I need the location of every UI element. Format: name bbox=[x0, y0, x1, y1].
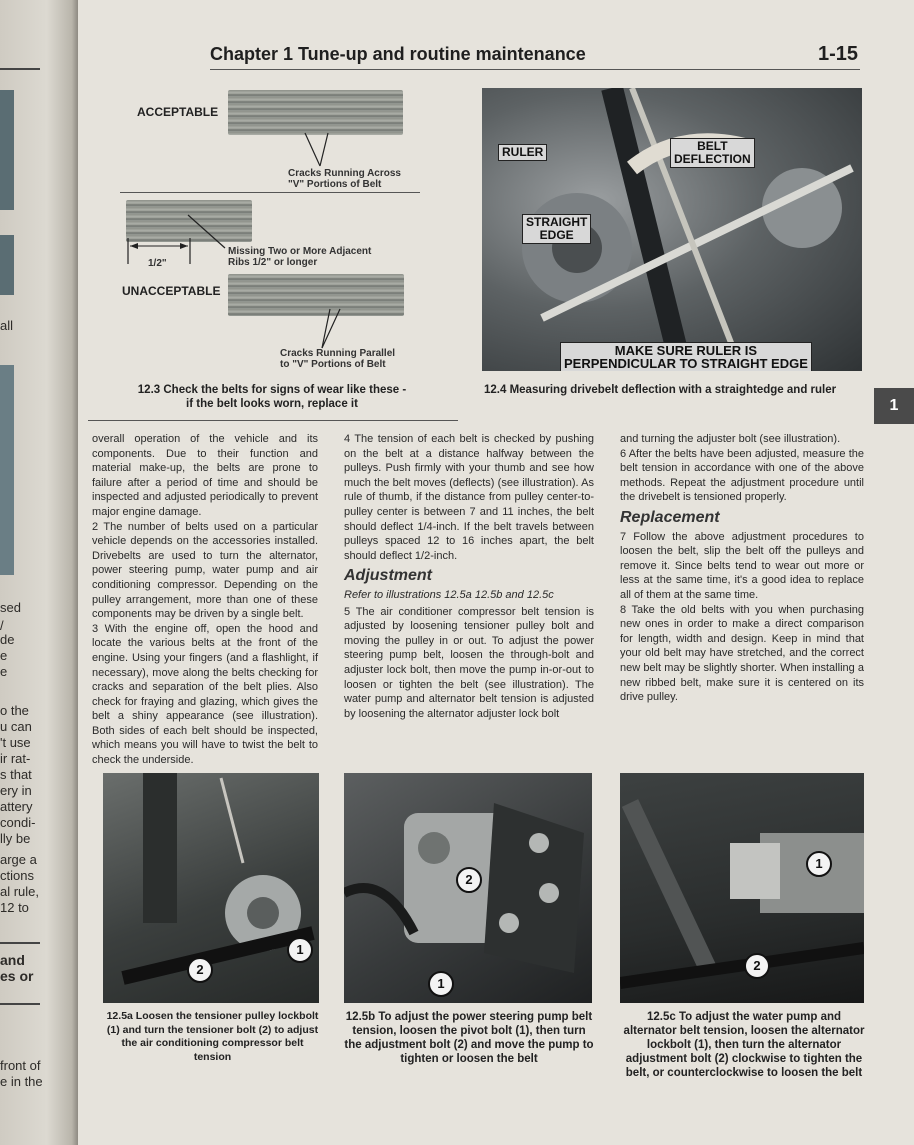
spine-text: arge a bbox=[0, 852, 37, 867]
spine-text: ery in bbox=[0, 783, 32, 798]
spine-photo-fragment bbox=[0, 235, 14, 295]
ruler-label: RULER bbox=[498, 144, 547, 161]
spine-text: e in the bbox=[0, 1074, 43, 1089]
paragraph-2: 2 The number of belts used on a particular vehicle depends on the accessories installed. Drivebelts are used to turn the alternator, power steering pump, water pump and air conditioning compressor. Depending on the pulley arrangement, more than one of these components may be driven by a single belt. bbox=[92, 520, 318, 621]
callout-1: 1 bbox=[428, 971, 454, 997]
spine-text: ir rat- bbox=[0, 751, 31, 766]
spine-text: lly be bbox=[0, 831, 31, 846]
spine-text: e bbox=[0, 664, 8, 679]
callout-2: 2 bbox=[187, 957, 213, 983]
cracks-parallel-pointer bbox=[310, 305, 350, 350]
callout-1: 1 bbox=[806, 851, 832, 877]
cracks-across-label: Cracks Running Across "V" Portions of Belt bbox=[288, 168, 401, 190]
spine-rule bbox=[0, 1003, 40, 1005]
spine-text: / bbox=[0, 618, 4, 633]
cracks-pointer-arrows bbox=[290, 128, 350, 168]
figure-divider bbox=[120, 192, 420, 193]
text-column-3 bbox=[620, 432, 864, 705]
spine-photo-fragment bbox=[0, 365, 14, 575]
spine-text: attery bbox=[0, 799, 33, 814]
figure-12-5a-photo bbox=[103, 773, 319, 1003]
missing-ribs-pointer bbox=[120, 210, 240, 265]
section-divider bbox=[88, 420, 458, 421]
spine-text: u can bbox=[0, 719, 32, 734]
figure-12-5b-caption: 12.5b To adjust the power steering pump belt tension, loosen the pivot bolt (1), then turn the adjustment bolt (2) and move the pump to tighten or loosen the belt bbox=[344, 1011, 594, 1065]
spine-text: sed bbox=[0, 600, 21, 615]
callout-2: 2 bbox=[744, 953, 770, 979]
paragraph-3: 3 With the engine off, open the hood and locate the various belts at the front of the engine. Using your fingers (and a flashlight, if necessary), move along the belts checking for cracks and separation of the belt plies. Also check for fraying and glazing, which gives the belt a shiny appearance (see illustration). Both sides of each belt should be inspected, which means you will have to twist the belt to check the underside. bbox=[92, 622, 318, 767]
alternator-photo-graphic bbox=[620, 773, 864, 1003]
text-column-1 bbox=[92, 432, 318, 768]
callout-1: 1 bbox=[287, 937, 313, 963]
figure-12-5c-photo bbox=[620, 773, 864, 1003]
page-number: 1-15 bbox=[818, 43, 859, 65]
figure-12-5b-photo bbox=[344, 773, 592, 1003]
spine-text: front of bbox=[0, 1058, 41, 1073]
paragraph: overall operation of the vehicle and its components. Due to their function and material make-up, the belts are prone to failure after a period of time and should be inspected and adjusted periodically to prevent major engine damage. bbox=[92, 433, 318, 518]
spine-text: o the bbox=[0, 703, 29, 718]
spine-heading: and bbox=[0, 952, 25, 968]
spine-rule bbox=[0, 68, 40, 70]
spine-text: 12 to bbox=[0, 900, 29, 915]
figure-12-5c-caption: 12.5c To adjust the water pump and alternator belt tension, loosen the alternator lockbolt (1), then turn the alternator adjustment bolt (2) clockwise to tighten the belt, or counterclockwise to loosen the belt bbox=[623, 1011, 865, 1079]
straight-edge-label: STRAIGHT EDGE bbox=[522, 214, 591, 244]
spine-rule bbox=[0, 942, 40, 944]
paragraph-5: 5 The air conditioner compressor belt tension is adjusted by loosening tensioner pulley bolt and moving the pulley in or out. To adjust the power steering pump belt, loosen the through-bolt and adjuster lock bolt, then move the pump in-or-out to loosen or tighten the belt (see illustration). The water pump and alternator belt tension is adjusted by loosening the alternator adjuster lock bolt bbox=[344, 605, 594, 720]
missing-ribs-label: Missing Two or More Adjacent Ribs 1/2" or longer bbox=[228, 246, 372, 268]
spine-text: de bbox=[0, 632, 15, 647]
spine-text: e bbox=[0, 648, 8, 663]
spine-text: all bbox=[0, 318, 14, 333]
facing-page-edge bbox=[0, 0, 78, 1145]
callout-2: 2 bbox=[456, 867, 482, 893]
adjustment-heading: Adjustment bbox=[344, 567, 432, 585]
spine-text: ctions bbox=[0, 868, 34, 883]
spine-photo-fragment bbox=[0, 90, 14, 210]
paragraph-7: 7 Follow the above adjustment procedures to loosen the belt, slip the belt off the pulleys and remove it. Since belts tend to wear out more or less at the same time, it's a good idea to replace all of them at the same time. bbox=[620, 530, 864, 601]
make-sure-label: MAKE SURE RULER IS PERPENDICULAR TO STRAIGHT EDGE bbox=[560, 342, 812, 371]
spine-text: al rule, bbox=[0, 884, 40, 899]
acceptable-label: ACCEPTABLE bbox=[137, 105, 219, 119]
half-inch-label: 1/2" bbox=[148, 258, 167, 269]
chapter-title: Chapter 1 Tune-up and routine maintenance bbox=[210, 44, 586, 64]
belt-deflection-label: BELT DEFLECTION bbox=[670, 138, 755, 168]
paragraph-6: 6 After the belts have been adjusted, measure the belt tension in accordance with one of the above methods. Repeat the adjustment procedure until the drivebelt is tensioned properly. bbox=[620, 447, 864, 504]
spine-text: 't use bbox=[0, 735, 31, 750]
header-rule bbox=[210, 69, 860, 70]
illustration-reference: Refer to illustrations 12.5a 12.5b and 12.5c bbox=[344, 588, 554, 601]
figure-12-4-caption: 12.4 Measuring drivebelt deflection with a straightedge and ruler bbox=[484, 384, 837, 396]
unacceptable-label: UNACCEPTABLE bbox=[122, 284, 221, 298]
paragraph-5-continued: and turning the adjuster bolt (see illustration). bbox=[620, 433, 841, 445]
cracks-parallel-label: Cracks Running Parallel to "V" Portions of Belt bbox=[280, 348, 396, 370]
spine-heading: es or bbox=[0, 968, 34, 984]
figure-12-3-caption: 12.3 Check the belts for signs of wear like these - if the belt looks worn, replace it bbox=[137, 384, 407, 410]
spine-text: s that bbox=[0, 767, 32, 782]
figure-12-4-photo bbox=[482, 88, 862, 371]
chapter-tab: 1 bbox=[874, 388, 914, 424]
text-column-2 bbox=[344, 432, 594, 721]
spine-text: condi- bbox=[0, 815, 36, 830]
replacement-heading: Replacement bbox=[620, 508, 720, 526]
paragraph-8: 8 Take the old belts with you when purchasing new ones in order to make a direct comparison for length, width and design. Keep in mind that your old belt may have stretched, and the correct new belt may be slightly shorter. When installing a new ribbed belt, make sure it is centered on its drive pulley. bbox=[620, 603, 864, 704]
paragraph-4: 4 The tension of each belt is checked by pushing on the belt at a distance halfway between the pulleys. Push firmly with your thumb and see how much the belt moves (deflects) (see illustration). As rule of thumb, if the distance from pulley center-to-pulley center is between 7 and 11 inches, the belt should deflect 1/4-inch. If the belt travels between pulleys spaced 12 to 16 inches apart, the belt should deflect 1/2-inch. bbox=[344, 433, 594, 562]
figure-12-5a-caption: 12.5a Loosen the tensioner pulley lockbolt (1) and turn the tensioner bolt (2) to adjust the air conditioning compressor belt tension bbox=[106, 1010, 319, 1063]
